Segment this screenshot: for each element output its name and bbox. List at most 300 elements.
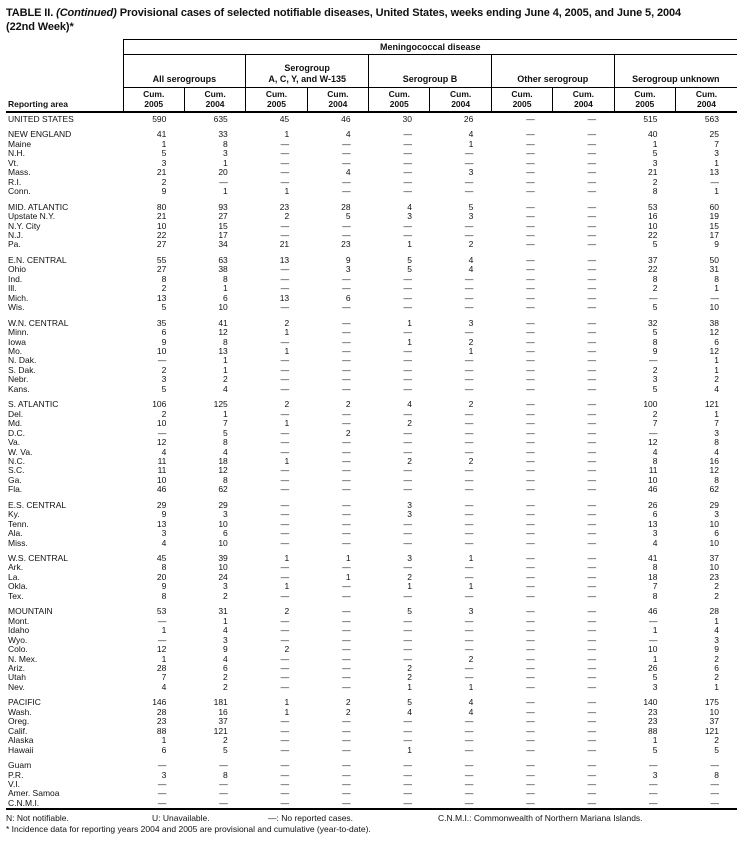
value-cell: — xyxy=(587,797,597,808)
value-cell: — xyxy=(526,336,535,347)
value-cell: 1 xyxy=(714,157,720,168)
value-cell: — xyxy=(280,355,290,366)
value-cell: — xyxy=(342,176,351,187)
value-cell: 31 xyxy=(709,264,720,275)
value-cell: — xyxy=(403,302,412,313)
value-cell: 2 xyxy=(714,672,720,683)
value-cell: 6 xyxy=(345,292,351,303)
value-cell: — xyxy=(649,779,658,789)
table-row xyxy=(6,780,737,789)
value-cell: — xyxy=(526,672,535,683)
value-cell: — xyxy=(403,644,412,655)
table-row xyxy=(6,448,737,457)
value-cell: 23 xyxy=(341,239,351,250)
value-cell: — xyxy=(403,148,412,159)
value-cell: 20 xyxy=(218,167,228,178)
value-cell: 140 xyxy=(643,697,658,708)
value-cell: 21 xyxy=(648,167,658,178)
reporting-area-cell: V.I. xyxy=(8,779,20,789)
value-cell: 8 xyxy=(223,138,228,149)
value-cell: — xyxy=(464,446,474,457)
value-cell: — xyxy=(526,355,535,366)
value-cell: 4 xyxy=(714,625,720,636)
reporting-area-cell: Tenn. xyxy=(8,518,29,529)
value-cell: — xyxy=(526,302,535,313)
value-cell: — xyxy=(464,760,474,771)
value-cell: — xyxy=(587,283,597,294)
value-cell: — xyxy=(587,336,597,347)
value-cell: 4 xyxy=(407,706,412,717)
value-cell: — xyxy=(403,374,412,385)
value-cell: — xyxy=(403,129,412,140)
value-cell: 4 xyxy=(468,129,474,140)
value-cell: — xyxy=(280,383,290,394)
value-cell: 7 xyxy=(714,418,720,429)
value-cell: — xyxy=(403,167,412,178)
value-cell: — xyxy=(342,408,351,419)
value-cell: — xyxy=(587,625,597,636)
table-row xyxy=(6,438,737,447)
value-cell: — xyxy=(526,239,535,250)
value-cell: — xyxy=(280,273,290,284)
value-cell: — xyxy=(464,562,474,573)
value-cell: 2 xyxy=(714,590,720,601)
value-cell: 41 xyxy=(648,553,658,564)
value-cell: — xyxy=(587,446,597,457)
value-cell: — xyxy=(342,138,351,149)
cum-2005-header-serogroup-acyw135: Cum. 2005 xyxy=(246,88,307,113)
value-cell: — xyxy=(403,383,412,394)
table-title xyxy=(6,7,737,34)
value-cell: — xyxy=(157,615,167,626)
value-cell: 9 xyxy=(223,644,228,655)
value-cell: 1 xyxy=(345,571,351,582)
value-cell: 1 xyxy=(652,625,658,636)
table-row xyxy=(6,466,737,475)
value-cell: — xyxy=(526,114,535,124)
value-cell: — xyxy=(526,474,535,485)
value-cell: — xyxy=(464,437,474,448)
value-cell: — xyxy=(464,229,474,240)
footnotes xyxy=(6,813,737,834)
value-cell: — xyxy=(526,157,535,168)
value-cell: 31 xyxy=(218,606,228,617)
table-row xyxy=(6,168,737,177)
table-row xyxy=(6,727,737,736)
value-cell: — xyxy=(403,283,412,294)
reporting-area-cell: Kans. xyxy=(8,383,30,394)
value-cell: 17 xyxy=(709,229,720,240)
value-cell: 10 xyxy=(156,474,167,485)
value-cell: 21 xyxy=(279,239,290,250)
value-cell: 2 xyxy=(345,697,351,708)
value-cell: — xyxy=(280,229,290,240)
value-cell: 4 xyxy=(468,264,474,275)
value-cell: 40 xyxy=(648,129,658,140)
value-cell: — xyxy=(587,615,597,626)
value-cell: — xyxy=(587,537,597,548)
value-cell: — xyxy=(280,518,290,529)
value-cell: — xyxy=(342,157,351,168)
value-cell: — xyxy=(649,788,658,799)
value-cell: — xyxy=(403,355,412,366)
reporting-area-cell: Okla. xyxy=(8,581,28,592)
table-row xyxy=(6,799,737,809)
reporting-area-cell: Nebr. xyxy=(8,374,29,385)
value-cell: 8 xyxy=(714,437,720,448)
value-cell: — xyxy=(526,292,535,303)
table-row xyxy=(6,222,737,231)
value-cell: 37 xyxy=(709,553,720,564)
value-cell: — xyxy=(587,408,597,419)
value-cell: — xyxy=(403,408,412,419)
value-cell: 12 xyxy=(218,327,228,338)
value-cell: — xyxy=(280,725,290,736)
value-cell: 1 xyxy=(223,408,228,419)
value-cell: 1 xyxy=(284,327,290,338)
value-cell: 19 xyxy=(709,211,720,222)
value-cell: 2 xyxy=(468,399,474,410)
value-cell: — xyxy=(587,264,597,275)
value-cell: 10 xyxy=(156,345,167,356)
value-cell: — xyxy=(464,716,474,727)
value-cell: 26 xyxy=(463,114,474,124)
value-cell: — xyxy=(464,788,474,799)
value-cell: — xyxy=(342,336,351,347)
value-cell: 2 xyxy=(407,672,412,683)
column-group-serogroup-b: Serogroup B xyxy=(369,55,492,88)
value-cell: 5 xyxy=(652,302,658,313)
value-cell: 1 xyxy=(407,239,412,250)
table-row xyxy=(6,501,737,510)
value-cell: — xyxy=(403,634,412,645)
value-cell: 3 xyxy=(652,374,658,385)
value-cell: — xyxy=(649,634,658,645)
value-cell: — xyxy=(710,760,720,771)
value-cell: 1 xyxy=(223,355,228,366)
value-cell: — xyxy=(526,176,535,187)
value-cell: 13 xyxy=(279,254,290,265)
value-cell: — xyxy=(280,499,290,510)
reporting-area-cell: W. Va. xyxy=(8,446,33,457)
value-cell: — xyxy=(342,663,351,674)
cum-2005-header-other-serogroup: Cum. 2005 xyxy=(491,88,552,113)
value-cell: 1 xyxy=(407,744,412,755)
value-cell: — xyxy=(464,537,474,548)
value-cell: 21 xyxy=(156,167,167,178)
value-cell: 5 xyxy=(652,383,658,394)
reporting-area-cell: N.C. xyxy=(8,455,25,466)
value-cell: 26 xyxy=(648,663,658,674)
value-cell: 50 xyxy=(709,254,720,265)
value-cell: 8 xyxy=(652,273,658,284)
value-cell: — xyxy=(587,518,597,529)
value-cell: — xyxy=(587,355,597,366)
value-cell: — xyxy=(342,465,351,476)
value-cell: 1 xyxy=(161,138,167,149)
value-cell: 2 xyxy=(407,455,412,466)
table-row xyxy=(6,356,737,365)
value-cell: — xyxy=(526,528,535,539)
value-cell: — xyxy=(587,364,597,375)
cum-2004-header-serogroup-b: Cum. 2004 xyxy=(430,88,491,113)
value-cell: — xyxy=(403,779,412,789)
title-line1 xyxy=(6,7,681,33)
value-cell: 53 xyxy=(648,201,658,212)
table-row xyxy=(6,645,737,654)
reporting-area-cell: Mo. xyxy=(8,345,23,356)
value-cell: 2 xyxy=(652,283,658,294)
value-cell: — xyxy=(587,499,597,510)
reporting-area-cell: Minn. xyxy=(8,327,29,338)
value-cell: — xyxy=(342,735,351,746)
value-cell: 2 xyxy=(161,283,167,294)
value-cell: — xyxy=(403,229,412,240)
value-cell: 46 xyxy=(341,114,351,124)
reporting-area-cell: Tex. xyxy=(8,590,24,601)
value-cell: — xyxy=(403,220,412,231)
value-cell: — xyxy=(526,408,535,419)
value-cell: — xyxy=(464,590,474,601)
value-cell: 9 xyxy=(161,186,167,197)
table-row xyxy=(6,419,737,428)
value-cell: — xyxy=(526,571,535,582)
value-cell: — xyxy=(464,374,474,385)
value-cell: 5 xyxy=(652,327,658,338)
value-cell: 46 xyxy=(648,484,658,495)
cum-2004-header-all-serogroups: Cum. 2004 xyxy=(184,88,245,113)
value-cell: — xyxy=(280,484,290,495)
value-cell: 4 xyxy=(407,399,412,410)
value-cell: — xyxy=(587,581,597,592)
value-cell: — xyxy=(587,716,597,727)
value-cell: — xyxy=(587,634,597,645)
value-cell: 10 xyxy=(218,537,228,548)
reporting-area-cell: Fla. xyxy=(8,484,23,495)
reporting-area-cell: Mich. xyxy=(8,292,29,303)
table-row xyxy=(6,347,737,356)
value-cell: — xyxy=(526,167,535,178)
value-cell: — xyxy=(526,625,535,636)
value-cell: — xyxy=(342,725,351,736)
value-cell: 1 xyxy=(284,345,290,356)
value-cell: — xyxy=(587,292,597,303)
reporting-area-cell: Ga. xyxy=(8,474,22,485)
value-cell: 10 xyxy=(218,302,228,313)
value-cell: 12 xyxy=(218,465,228,476)
value-cell: 15 xyxy=(709,220,720,231)
value-cell: — xyxy=(403,716,412,727)
value-cell: 10 xyxy=(709,706,720,717)
value-cell: — xyxy=(342,562,351,573)
value-cell: 1 xyxy=(714,408,720,419)
value-cell: — xyxy=(403,625,412,636)
value-cell: 9 xyxy=(714,644,720,655)
value-cell: — xyxy=(464,302,474,313)
value-cell: 1 xyxy=(284,455,290,466)
value-cell: — xyxy=(464,663,474,674)
table-row xyxy=(6,771,737,780)
value-cell: 23 xyxy=(279,201,290,212)
value-cell: 3 xyxy=(468,317,474,328)
value-cell: — xyxy=(587,129,597,140)
legend-not-notifiable: N: Not notifiable. xyxy=(6,813,69,824)
table-row xyxy=(6,457,737,466)
value-cell: 2 xyxy=(161,364,167,375)
cum-2004-header-other-serogroup: Cum. 2004 xyxy=(553,88,614,113)
value-cell: — xyxy=(587,201,597,212)
value-cell: 18 xyxy=(218,455,228,466)
value-cell: 30 xyxy=(402,114,412,124)
value-cell: — xyxy=(526,273,535,284)
value-cell: — xyxy=(280,634,290,645)
value-cell: 125 xyxy=(213,399,228,410)
value-cell: 5 xyxy=(407,697,412,708)
value-cell: — xyxy=(587,484,597,495)
table-row xyxy=(6,708,737,717)
value-cell: 5 xyxy=(407,606,412,617)
value-cell: — xyxy=(587,138,597,149)
value-cell: 1 xyxy=(284,553,290,564)
value-cell: — xyxy=(526,716,535,727)
value-cell: — xyxy=(280,157,290,168)
value-cell: — xyxy=(403,327,412,338)
value-cell: — xyxy=(280,537,290,548)
value-cell: 3 xyxy=(714,634,720,645)
value-cell: — xyxy=(464,383,474,394)
value-cell: 7 xyxy=(714,138,720,149)
value-cell: 3 xyxy=(223,581,228,592)
value-cell: 3 xyxy=(407,211,412,222)
value-cell: — xyxy=(280,615,290,626)
value-cell: — xyxy=(526,254,535,265)
value-cell: 3 xyxy=(714,148,720,159)
corner-cell xyxy=(6,40,123,55)
value-cell: 1 xyxy=(714,355,720,366)
value-cell: 8 xyxy=(652,455,658,466)
value-cell: 10 xyxy=(156,220,167,231)
value-cell: 1 xyxy=(714,615,720,626)
value-cell: — xyxy=(464,157,474,168)
value-cell: 4 xyxy=(223,383,228,394)
value-cell: — xyxy=(464,769,474,780)
value-cell: 8 xyxy=(652,562,658,573)
value-cell: 2 xyxy=(468,336,474,347)
table-body xyxy=(6,112,737,809)
value-cell: 41 xyxy=(156,129,167,140)
value-cell: 9 xyxy=(161,509,167,520)
value-cell: 563 xyxy=(704,114,720,124)
reporting-area-cell: UNITED STATES xyxy=(8,114,74,124)
value-cell: 2 xyxy=(652,176,658,187)
value-cell: 2 xyxy=(652,364,658,375)
value-cell: — xyxy=(403,788,412,799)
value-cell: 4 xyxy=(652,537,658,548)
value-cell: 41 xyxy=(218,317,228,328)
value-cell: — xyxy=(526,465,535,476)
value-cell: — xyxy=(587,273,597,284)
value-cell: — xyxy=(464,735,474,746)
reporting-area-cell: MID. ATLANTIC xyxy=(8,201,69,212)
value-cell: 2 xyxy=(407,663,412,674)
value-cell: 23 xyxy=(648,706,658,717)
value-cell: — xyxy=(403,273,412,284)
value-cell: 2 xyxy=(652,408,658,419)
value-cell: 121 xyxy=(213,725,228,736)
value-cell: 23 xyxy=(156,716,167,727)
value-cell: 2 xyxy=(284,644,290,655)
table-row xyxy=(6,338,737,347)
cum-2005-header-serogroup-unknown: Cum. 2005 xyxy=(614,88,675,113)
value-cell: 8 xyxy=(223,474,228,485)
value-cell: 3 xyxy=(161,157,167,168)
value-cell: — xyxy=(342,779,351,789)
table-row xyxy=(6,617,737,626)
value-cell: 16 xyxy=(218,706,228,717)
value-cell: — xyxy=(403,760,412,771)
value-cell: — xyxy=(587,788,597,799)
value-cell: 2 xyxy=(284,211,290,222)
value-cell: 4 xyxy=(407,201,412,212)
value-cell: — xyxy=(464,644,474,655)
value-cell: — xyxy=(526,553,535,564)
value-cell: 53 xyxy=(156,606,167,617)
table-row xyxy=(6,328,737,337)
reporting-area-cell: Alaska xyxy=(8,735,34,746)
cum-2005-header-serogroup-b: Cum. 2005 xyxy=(369,88,430,113)
value-cell: 4 xyxy=(223,625,228,636)
table-row xyxy=(6,294,737,303)
reporting-area-cell: NEW ENGLAND xyxy=(8,129,72,140)
value-cell: 8 xyxy=(161,590,167,601)
value-cell: 60 xyxy=(709,201,720,212)
value-cell: — xyxy=(464,292,474,303)
reporting-area-cell: Maine xyxy=(8,138,32,149)
value-cell: — xyxy=(526,735,535,746)
serogroup-header-row xyxy=(6,55,737,88)
value-cell: 5 xyxy=(161,383,167,394)
value-cell: 12 xyxy=(156,644,167,655)
value-cell: 10 xyxy=(218,518,228,529)
value-cell: 10 xyxy=(709,518,720,529)
value-cell: 7 xyxy=(652,418,658,429)
table-row xyxy=(6,240,737,249)
value-cell: 3 xyxy=(652,528,658,539)
value-cell: 21 xyxy=(156,211,167,222)
value-cell: — xyxy=(342,644,351,655)
value-cell: 1 xyxy=(468,581,474,592)
value-cell: — xyxy=(280,590,290,601)
value-cell: — xyxy=(280,681,290,692)
value-cell: — xyxy=(526,797,535,808)
value-cell: — xyxy=(526,769,535,780)
value-cell: — xyxy=(342,788,351,799)
value-cell: 1 xyxy=(468,681,474,692)
value-cell: 5 xyxy=(714,744,720,755)
value-cell: 26 xyxy=(648,499,658,510)
value-cell: 38 xyxy=(709,317,720,328)
value-cell: 8 xyxy=(714,769,720,780)
reporting-area-cell: Miss. xyxy=(8,537,28,548)
reporting-area-cell: Ind. xyxy=(8,273,23,284)
footnote-legend xyxy=(6,813,737,824)
table-row xyxy=(6,573,737,582)
value-cell: — xyxy=(342,499,351,510)
value-cell: — xyxy=(587,735,597,746)
value-cell: 13 xyxy=(156,518,167,529)
value-cell: — xyxy=(280,465,290,476)
value-cell: 1 xyxy=(223,615,228,626)
